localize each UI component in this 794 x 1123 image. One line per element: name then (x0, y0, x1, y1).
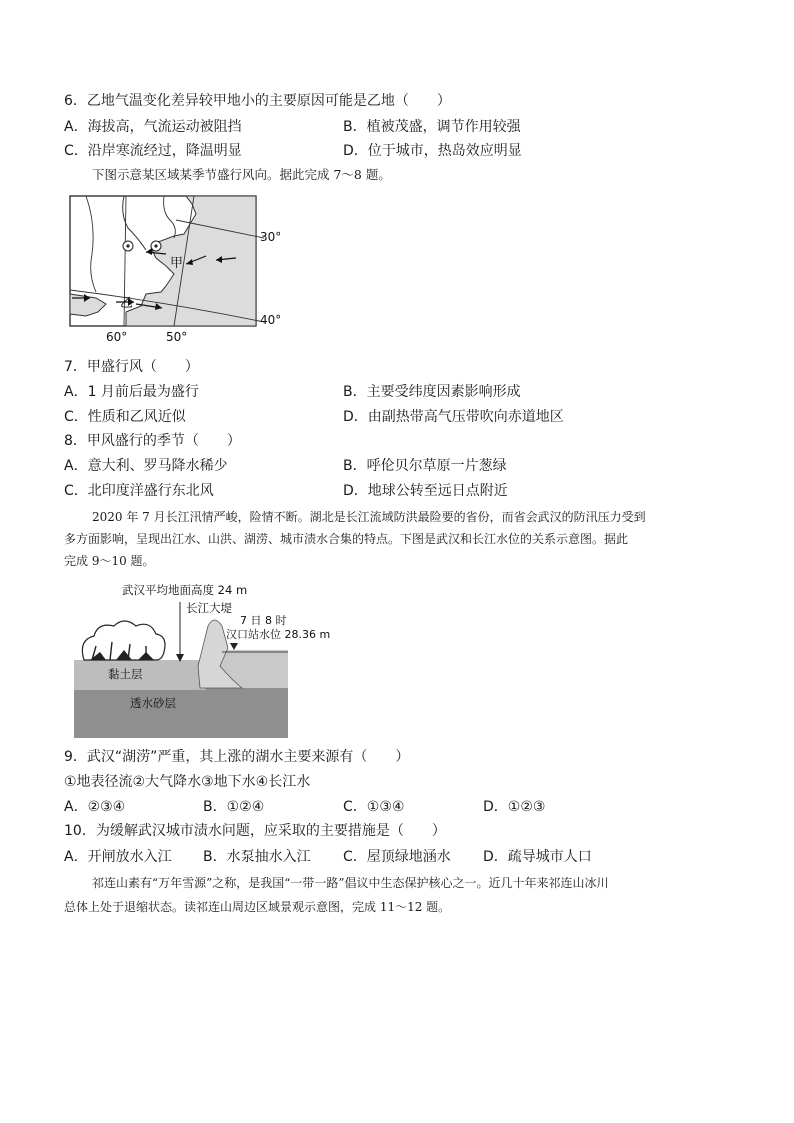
lat-40-label: 40° (260, 313, 282, 327)
ground-height-label: 武汉平均地面高度 24 m (122, 583, 248, 597)
q6-option-b: B．植被茂盛，调节作用较强 (343, 119, 521, 135)
question-6-stem: 6．乙地气温变化差异较甲地小的主要原因可能是乙地（ ） (64, 93, 451, 109)
levee-label: 长江大堤 (186, 601, 232, 615)
water-level-figure (70, 580, 331, 740)
question-8-stem: 8．甲风盛行的季节（ ） (64, 433, 241, 449)
map-label-yi: 乙 (120, 296, 134, 311)
q10-option-d: D．疏导城市人口 (483, 849, 592, 865)
wind-map-figure (66, 194, 296, 344)
q6-option-c: C．沿岸寒流经过，降温明显 (64, 143, 242, 159)
water-level-label: 汉口站水位 28.36 m (226, 628, 331, 641)
q6-option-d: D．位于城市，热岛效应明显 (343, 143, 522, 159)
question-9-stem: 9．武汉“湖涝”严重，其上涨的湖水主要来源有（ ） (64, 749, 410, 765)
q8-option-a: A．意大利、罗马降水稀少 (64, 458, 228, 474)
q9-option-c: C．①③④ (343, 799, 405, 815)
lat-30-label: 30° (260, 230, 282, 244)
q9-option-d: D．①②③ (483, 799, 546, 815)
intro-11-12-line1: 祁连山素有“万年雪源”之称，是我国“一带一路”倡议中生态保护核心之一。近几十年来祁连山冰川 (92, 876, 609, 890)
intro-9-10-line3: 完成 9～10 题。 (64, 554, 155, 568)
q9-items: ①地表径流②大气降水③地下水④长江水 (64, 774, 311, 790)
q10-option-b: B．水泵抽水入江 (203, 849, 311, 865)
q9-option-b: B．①②④ (203, 799, 265, 815)
intro-11-12-line2: 总体上处于退缩状态。读祁连山周边区域景观示意图，完成 11～12 题。 (64, 900, 451, 914)
lon-50-label: 50° (166, 330, 188, 344)
q6-option-a: A．海拔高，气流运动被阻挡 (64, 119, 242, 135)
q8-option-b: B．呼伦贝尔草原一片葱绿 (343, 458, 507, 474)
lon-60-label: 60° (106, 330, 128, 344)
q8-option-c: C．北印度洋盛行东北风 (64, 483, 214, 499)
intro-9-10-line2: 多方面影响，呈现出江水、山洪、湖涝、城市渍水合集的特点。下图是武汉和长江水位的关系示意图。据此 (64, 532, 629, 546)
q8-option-d: D．地球公转至远日点附近 (343, 483, 508, 499)
q7-option-a: A．1 月前后最为盛行 (64, 384, 199, 400)
question-10-stem: 10．为缓解武汉城市渍水问题，应采取的主要措施是（ ） (64, 823, 446, 839)
question-7-stem: 7．甲盛行风（ ） (64, 359, 199, 375)
clay-layer-label: 黏土层 (108, 667, 143, 681)
q7-option-d: D．由副热带高气压带吹向赤道地区 (343, 409, 564, 425)
sand-layer-label: 透水砂层 (130, 696, 176, 710)
intro-7-8: 下图示意某区域某季节盛行风向。据此完成 7～8 题。 (92, 167, 391, 182)
intro-9-10-line1: 2020 年 7 月长江汛情严峻，险情不断。湖北是长江流域防洪最险要的省份，而省会武汉的防汛压力受到 (92, 510, 646, 524)
q10-option-c: C．屋顶绿地涵水 (343, 849, 451, 865)
q9-option-a: A．②③④ (64, 799, 126, 815)
q7-option-c: C．性质和乙风近似 (64, 409, 186, 425)
q10-option-a: A．开闸放水入江 (64, 849, 172, 865)
time-label: 7 日 8 时 (240, 614, 287, 627)
map-label-jia: 甲 (170, 256, 184, 271)
q7-option-b: B．主要受纬度因素影响形成 (343, 384, 521, 400)
